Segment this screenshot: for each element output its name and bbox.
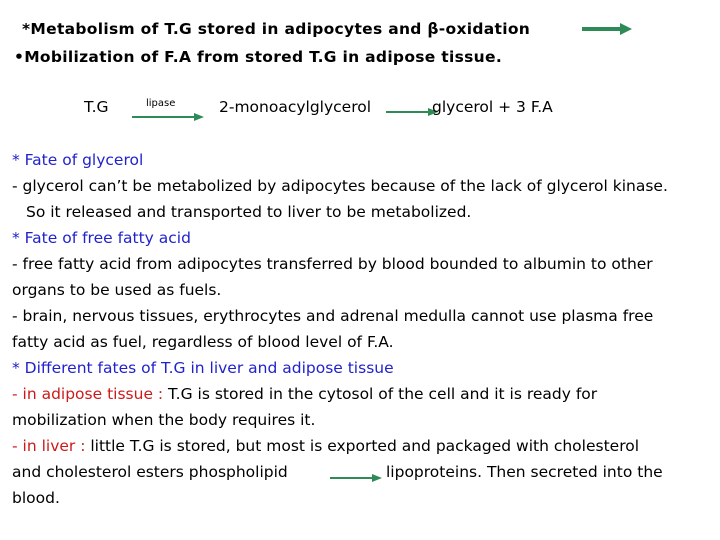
adipose-rest: T.G is stored in the cytosol of the cell and it is ready for (163, 385, 598, 403)
liver-text-3: blood. (12, 489, 60, 507)
reaction-intermediate: 2-monoacylglycerol (219, 98, 372, 116)
ffa-text-4: fatty acid as fuel, regardless of blood level of F.A. (12, 333, 394, 351)
ffa-text-1: - free fatty acid from adipocytes transferred by blood bounded to albumin to other (12, 255, 653, 273)
adipose-text-2: mobilization when the body requires it. (12, 411, 316, 429)
ffa-text-3: - brain, nervous tissues, erythrocytes and adrenal medulla cannot use plasma free (12, 307, 654, 325)
reaction-enzyme: lipase (146, 98, 176, 109)
adipose-label: - in adipose tissue : (12, 385, 164, 403)
lipoprotein-arrow-icon (330, 472, 382, 484)
ffa-heading: * Fate of free fatty acid (12, 229, 191, 247)
title-line-2: •Mobilization of F.A from stored T.G in adipose tissue. (14, 48, 503, 66)
title-line-1: *Metabolism of T.G stored in adipocytes and β-oxidation (22, 20, 531, 38)
liver-text-1 (12, 437, 639, 455)
liver-text-2b: lipoproteins. Then secreted into the (386, 463, 663, 481)
fates-heading: * Different fates of T.G in liver and adipose tissue (12, 359, 394, 377)
liver-rest: little T.G is stored, but most is exported and packaged with cholesterol (85, 437, 640, 455)
reaction-substrate: T.G (84, 98, 109, 116)
ffa-text-2: organs to be used as fuels. (12, 281, 222, 299)
liver-text-2a: and cholesterol esters phospholipid (12, 463, 288, 481)
adipose-text-1 (12, 385, 597, 403)
conversion-arrow-icon (386, 106, 438, 118)
right-arrow-icon (582, 22, 632, 36)
glycerol-text-1: - glycerol can’t be metabolized by adipocytes because of the lack of glycerol kinase. (12, 177, 668, 195)
reaction-product: glycerol + 3 F.A (432, 98, 553, 116)
glycerol-heading: * Fate of glycerol (12, 151, 144, 169)
glycerol-text-2: So it released and transported to liver to be metabolized. (26, 203, 472, 221)
liver-label: - in liver : (12, 437, 86, 455)
lipase-arrow-icon (132, 111, 204, 123)
